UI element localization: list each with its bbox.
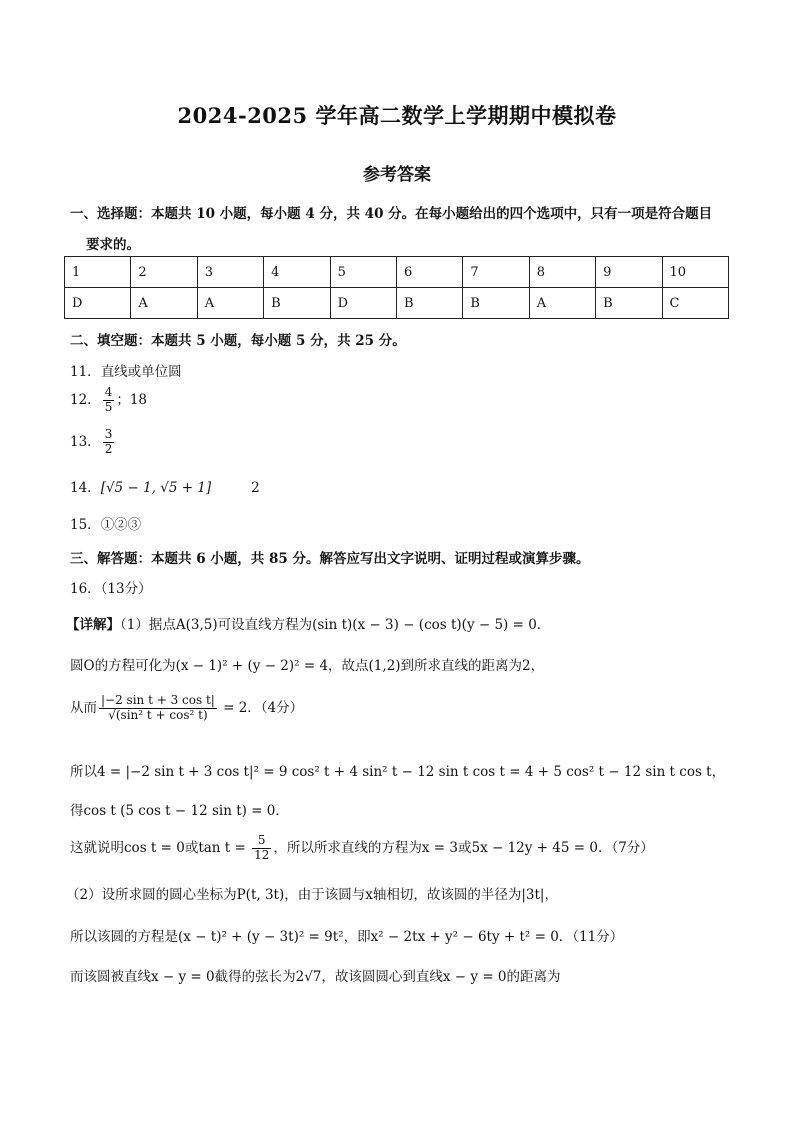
question-number: 14． (70, 480, 101, 496)
table-row-answers (65, 288, 729, 319)
section1-heading-line1: 一、选择题：本题共 10 小题，每小题 4 分，共 40 分。在每小题给出的四个选项中，只有一项是符合题目 (70, 206, 713, 222)
table-cell: 8 (529, 257, 595, 288)
table-cell: 10 (662, 257, 728, 288)
interval-answer: [√5 − 1, √5 + 1] (100, 480, 212, 496)
solution-line-7: （2）设所求圆的圆心坐标为P(t, 3t)，由于该圆与x轴相切，故该圆的半径为|3t|， (66, 887, 558, 903)
table-cell: A (131, 288, 197, 319)
fraction-denominator: √(sin² t + cos² t) (108, 707, 208, 722)
fraction-numerator: |−2 sin t + 3 cos t| (101, 693, 215, 707)
fraction-numerator: 5 (252, 834, 271, 849)
solution-text: （1）据点A(3,5)可设直线方程为(sin t)(x − 3) − (cos t)(y − 5) = 0． (120, 617, 551, 633)
fraction (252, 834, 271, 863)
table-cell: 6 (396, 257, 462, 288)
answer-text: ①②③ (100, 517, 142, 533)
fraction (99, 694, 217, 723)
detail-label: 【详解】 (66, 617, 120, 633)
answer-text: ；18 (116, 391, 148, 408)
section2-heading: 二、填空题：本题共 5 小题，每小题 5 分，共 25 分。 (70, 333, 406, 349)
solution-line-8: 所以该圆的方程是(x − t)² + (y − 3t)² = 9t²，即x² − 2tx + y² − 6ty + t² = 0．（11分） (70, 929, 624, 945)
table-row-numbers (65, 257, 729, 288)
question-number: 15． (70, 517, 101, 533)
solution-line-4: 所以4 = |−2 sin t + 3 cos t|² = 9 cos² t + 4 sin² t − 12 sin t cos t = 4 + 5 cos² t − 12 sin t cos t， (70, 764, 726, 780)
answer-text: 直线或单位圆 (100, 364, 182, 380)
table-cell: 9 (596, 257, 662, 288)
solution-line-2: 圆O的方程可化为(x − 1)² + (y − 2)² = 4，故点(1,2)到所求直线的距离为2， (70, 658, 545, 674)
table-cell: 1 (65, 257, 131, 288)
question-number: 11． (70, 364, 101, 380)
fraction-denominator: 2 (104, 441, 113, 456)
solution-line-9: 而该圆被直线x − y = 0截得的弦长为2√7，故该圆圆心到直线x − y = 0的距离为 (70, 969, 561, 985)
table-cell: D (330, 288, 396, 319)
table-cell: B (264, 288, 330, 319)
table-cell: 5 (330, 257, 396, 288)
table-cell: 7 (463, 257, 529, 288)
solution-line-3 (70, 694, 303, 723)
fraction-denominator: 5 (104, 399, 113, 414)
solution-line-1 (66, 613, 550, 633)
question-16-header: 16．（13分） (70, 581, 152, 597)
solution-text: 从而 (70, 699, 97, 716)
table-cell: D (65, 288, 131, 319)
fraction-denominator: 12 (254, 847, 270, 862)
table-cell: 2 (131, 257, 197, 288)
page-title: 2024-2025 学年高二数学上学期期中模拟卷 (177, 103, 617, 128)
answer-table (64, 256, 729, 319)
table-cell: A (197, 288, 263, 319)
table-cell: B (463, 288, 529, 319)
answer-text: 2 (251, 480, 260, 496)
answer-q13 (70, 428, 116, 457)
fraction (103, 428, 115, 457)
table-cell: 4 (264, 257, 330, 288)
table-cell: B (396, 288, 462, 319)
solution-text: 这就说明cos t = 0或tan t = (70, 839, 251, 856)
table-cell: 3 (197, 257, 263, 288)
answer-q15 (70, 513, 141, 533)
table-cell: B (596, 288, 662, 319)
solution-line-5: 得cos t (5 cos t − 12 sin t) = 0． (70, 803, 289, 819)
page-subtitle: 参考答案 (363, 165, 431, 185)
question-number: 13． (70, 433, 101, 450)
solution-text: = 2．（4分） (218, 699, 304, 716)
fraction-numerator: 3 (104, 427, 113, 441)
answer-q11 (70, 360, 182, 380)
solution-line-6 (70, 834, 654, 863)
fraction-numerator: 4 (104, 385, 113, 399)
solution-text: ，所以所求直线的方程为x = 3或5x − 12y + 45 = 0．（7分） (273, 839, 654, 856)
table-cell: A (529, 288, 595, 319)
section3-heading: 三、解答题：本题共 6 小题，共 85 分。解答应写出文字说明、证明过程或演算步骤。 (70, 551, 590, 567)
section1-heading-line2: 要求的。 (86, 237, 140, 253)
question-number: 12． (70, 391, 101, 408)
fraction (103, 386, 115, 415)
answer-q12 (70, 386, 147, 415)
table-cell: C (662, 288, 728, 319)
answer-q14 (70, 476, 260, 496)
